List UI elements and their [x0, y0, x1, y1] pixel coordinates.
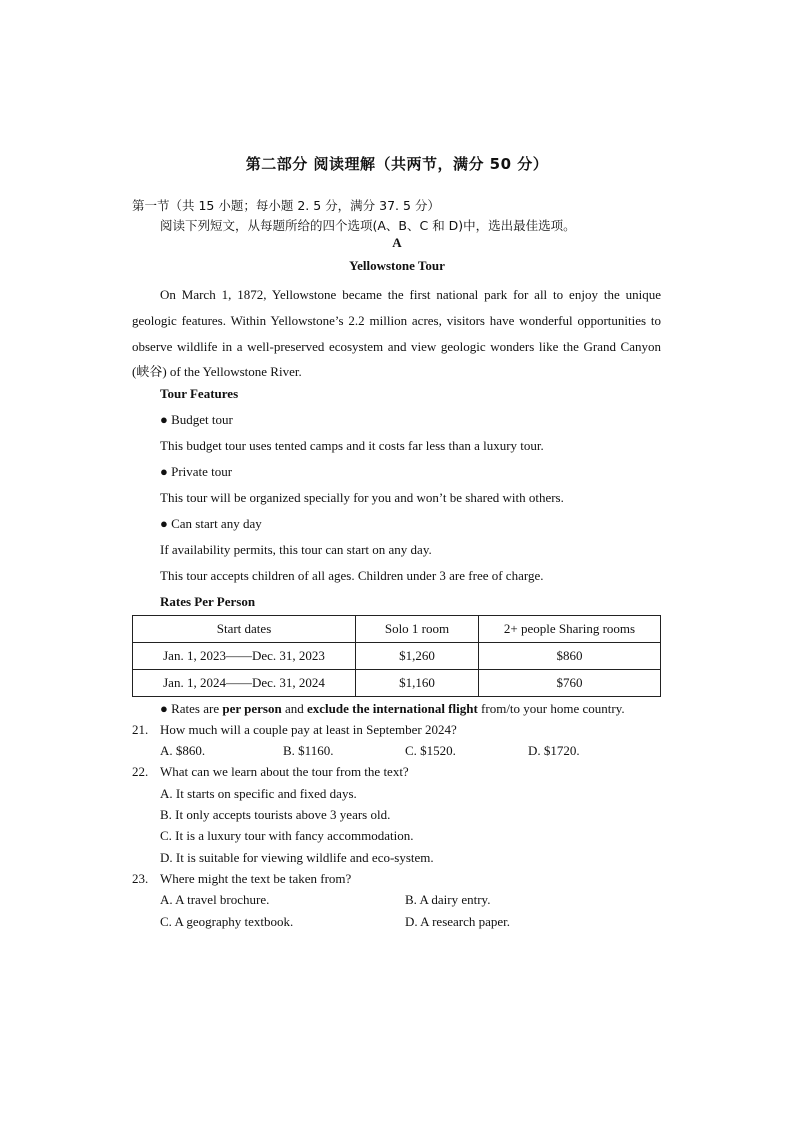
rates-note-bold: per person [222, 701, 282, 716]
table-cell: Jan. 1, 2024——Dec. 31, 2024 [133, 670, 356, 697]
feature-description: This budget tour uses tented camps and it costs far less than a luxury tour. [160, 438, 544, 453]
feature-description: If availability permits, this tour can start on any day. [160, 542, 432, 557]
rates-note-bold: exclude the international flight [307, 701, 478, 716]
table-cell: Jan. 1, 2023——Dec. 31, 2023 [133, 643, 356, 670]
rates-table [132, 615, 661, 697]
instructions: 阅读下列短文，从每题所给的四个选项(A、B、C 和 D)中，选出最佳选项。 [160, 218, 576, 233]
answer-option: C. $1520. [405, 743, 456, 758]
table-row [133, 643, 661, 670]
question-stem: How much will a couple pay at least in September 2024? [160, 722, 457, 737]
passage-label: A [392, 235, 402, 250]
answer-option: C. It is a luxury tour with fancy accommodation. [160, 828, 414, 843]
answer-option: A. It starts on specific and fixed days. [160, 786, 357, 801]
children-note: This tour accepts children of all ages. Children under 3 are free of charge. [160, 568, 544, 583]
table-header-row [133, 616, 661, 643]
rates-heading: Rates Per Person [160, 594, 256, 609]
table-cell: $860 [479, 643, 661, 670]
answer-option: C. A geography textbook. [160, 914, 294, 929]
answer-option: D. $1720. [528, 743, 580, 758]
feature-bullet: ● Private tour [160, 464, 233, 479]
rates-note [160, 701, 625, 717]
feature-bullet: ● Budget tour [160, 412, 233, 427]
table-header-cell: Start dates [133, 616, 356, 643]
answer-option: A. A travel brochure. [160, 892, 270, 907]
table-cell: $1,160 [356, 670, 479, 697]
part-title: 第二部分 阅读理解（共两节，满分 50 分） [245, 155, 549, 173]
answer-option: B. It only accepts tourists above 3 years old. [160, 807, 391, 822]
feature-bullet: ● Can start any day [160, 516, 262, 531]
answer-option: D. A research paper. [405, 914, 511, 929]
question-number: 23. [132, 871, 149, 886]
passage-title: Yellowstone Tour [349, 258, 445, 273]
answer-option: B. $1160. [283, 743, 334, 758]
question-number: 22. [132, 764, 149, 779]
question-stem: What can we learn about the tour from the text? [160, 764, 409, 779]
question-number: 21. [132, 722, 149, 737]
table-row [133, 670, 661, 697]
feature-description: This tour will be organized specially for you and won’t be shared with others. [160, 490, 564, 505]
table-header-cell: 2+ people Sharing rooms [479, 616, 661, 643]
answer-option: A. $860. [160, 743, 206, 758]
rates-note-text: and [281, 701, 307, 716]
answer-option: B. A dairy entry. [405, 892, 491, 907]
table-header-cell: Solo 1 room [356, 616, 479, 643]
section-header: 第一节（共 15 小题；每小题 2. 5 分，满分 37. 5 分） [132, 198, 440, 213]
table-cell: $760 [479, 670, 661, 697]
features-heading: Tour Features [160, 386, 239, 401]
question-stem: Where might the text be taken from? [160, 871, 352, 886]
rates-note-text: from/to your home country. [477, 701, 625, 716]
passage-intro: On March 1, 1872, Yellowstone became the first national park for all to enjoy the unique geologic features. Within Yellowstone’s 2.2 million acres, visitors have wonderful opportunities to observe wildlife in a well-preserved ecosystem and view geologic wonders like the Grand Canyon (峡谷) of the Yellowstone River. [132, 287, 661, 380]
rates-note-text: ● Rates are [160, 701, 223, 716]
answer-option: D. It is suitable for viewing wildlife and eco-system. [160, 850, 434, 865]
table-cell: $1,260 [356, 643, 479, 670]
